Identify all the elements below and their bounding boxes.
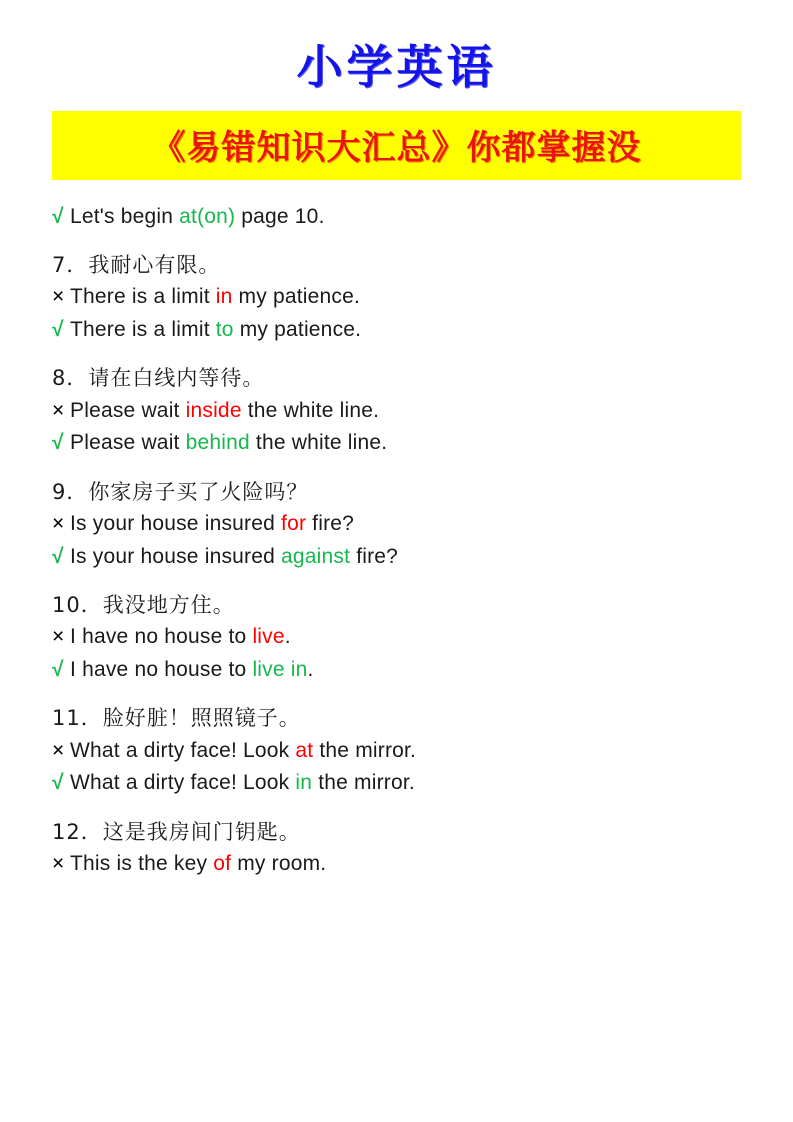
sentence-text: Is your house insured xyxy=(70,544,282,568)
sentence-text: the white line. xyxy=(241,398,380,422)
correct-sentence xyxy=(52,315,741,345)
incorrect-sentence xyxy=(52,622,741,652)
wrong-mark-icon: × xyxy=(52,398,65,422)
question-group xyxy=(52,703,741,798)
page-title: 小学英语 xyxy=(296,40,497,94)
chinese-prompt: 8．请在白线内等待。 xyxy=(52,366,265,391)
wrong-mark-icon: × xyxy=(52,852,65,876)
correct-sentence xyxy=(52,542,741,572)
subtitle-text: 《易错知识大汇总》你都掌握没 xyxy=(151,127,642,168)
sentence-text: fire? xyxy=(350,544,399,568)
incorrect-sentence xyxy=(52,849,741,879)
incorrect-sentence xyxy=(52,736,741,766)
sentence-text: . xyxy=(307,657,314,681)
sentence-text: There is a limit xyxy=(70,317,216,341)
sentence-text: I have no house to xyxy=(70,657,253,681)
item-groups xyxy=(52,250,741,879)
sentence-text: my patience. xyxy=(232,285,361,309)
highlighted-word: in xyxy=(215,285,233,309)
correct-sentence xyxy=(52,655,741,685)
sentence-text: Is your house insured xyxy=(70,512,282,536)
question-group xyxy=(52,590,741,685)
correct-mark-icon: √ xyxy=(52,204,64,228)
highlighted-word: behind xyxy=(185,431,250,455)
sentence-text: my patience. xyxy=(233,317,362,341)
highlighted-word: inside xyxy=(185,398,242,422)
sentence-text: There is a limit xyxy=(70,285,216,309)
chinese-prompt: 11．脸好脏！照照镜子。 xyxy=(52,706,301,731)
correct-mark-icon: √ xyxy=(52,657,64,681)
question-group xyxy=(52,477,741,572)
subtitle-banner xyxy=(52,111,741,180)
sentence-text: I have no house to xyxy=(70,625,253,649)
wrong-mark-icon: × xyxy=(52,738,65,762)
incorrect-sentence xyxy=(52,282,741,312)
correct-mark-icon: √ xyxy=(52,431,64,455)
sentence-text: Please wait xyxy=(70,431,186,455)
highlighted-word: for xyxy=(281,512,307,536)
question-group xyxy=(52,250,741,345)
chinese-prompt: 9．你家房子买了火险吗？ xyxy=(52,479,309,504)
highlighted-word: of xyxy=(213,852,232,876)
correct-mark-icon: √ xyxy=(52,544,64,568)
correct-mark-icon: √ xyxy=(52,771,64,795)
highlighted-word: at xyxy=(295,738,314,762)
sentence-text: page 10. xyxy=(235,204,325,228)
question-group xyxy=(52,817,741,880)
wrong-mark-icon: × xyxy=(52,512,65,536)
wrong-mark-icon: × xyxy=(52,625,65,649)
correct-sentence xyxy=(52,428,741,458)
correct-sentence xyxy=(52,768,741,798)
sentence-text: fire? xyxy=(306,512,355,536)
incorrect-sentence xyxy=(52,509,741,539)
correct-mark-icon: √ xyxy=(52,317,64,341)
chinese-prompt: 12．这是我房间门钥匙。 xyxy=(52,819,301,844)
question-group xyxy=(52,363,741,458)
sentence-text: What a dirty face! Look xyxy=(70,771,296,795)
highlighted-word: live in xyxy=(252,657,308,681)
highlighted-word: to xyxy=(215,317,234,341)
sentence-text: . xyxy=(284,625,291,649)
sentence-text: the white line. xyxy=(249,431,388,455)
wrong-mark-icon: × xyxy=(52,285,65,309)
sentence-text: my room. xyxy=(231,852,327,876)
lead-line xyxy=(52,202,741,232)
chinese-prompt: 10．我没地方住。 xyxy=(52,592,235,617)
sentence-text: the mirror. xyxy=(312,771,415,795)
sentence-text: the mirror. xyxy=(313,738,417,762)
highlighted-word: at(on) xyxy=(179,204,236,228)
highlighted-word: live xyxy=(252,625,285,649)
lead-line-group xyxy=(52,202,741,232)
sentence-text: What a dirty face! Look xyxy=(70,738,296,762)
sentence-text: Please wait xyxy=(70,398,186,422)
lesson-content xyxy=(52,202,741,880)
sentence-text: This is the key xyxy=(70,852,214,876)
highlighted-word: against xyxy=(281,544,351,568)
chinese-prompt: 7．我耐心有限。 xyxy=(52,253,221,278)
sentence-text: Let's begin xyxy=(70,204,180,228)
highlighted-word: in xyxy=(295,771,313,795)
incorrect-sentence xyxy=(52,396,741,426)
